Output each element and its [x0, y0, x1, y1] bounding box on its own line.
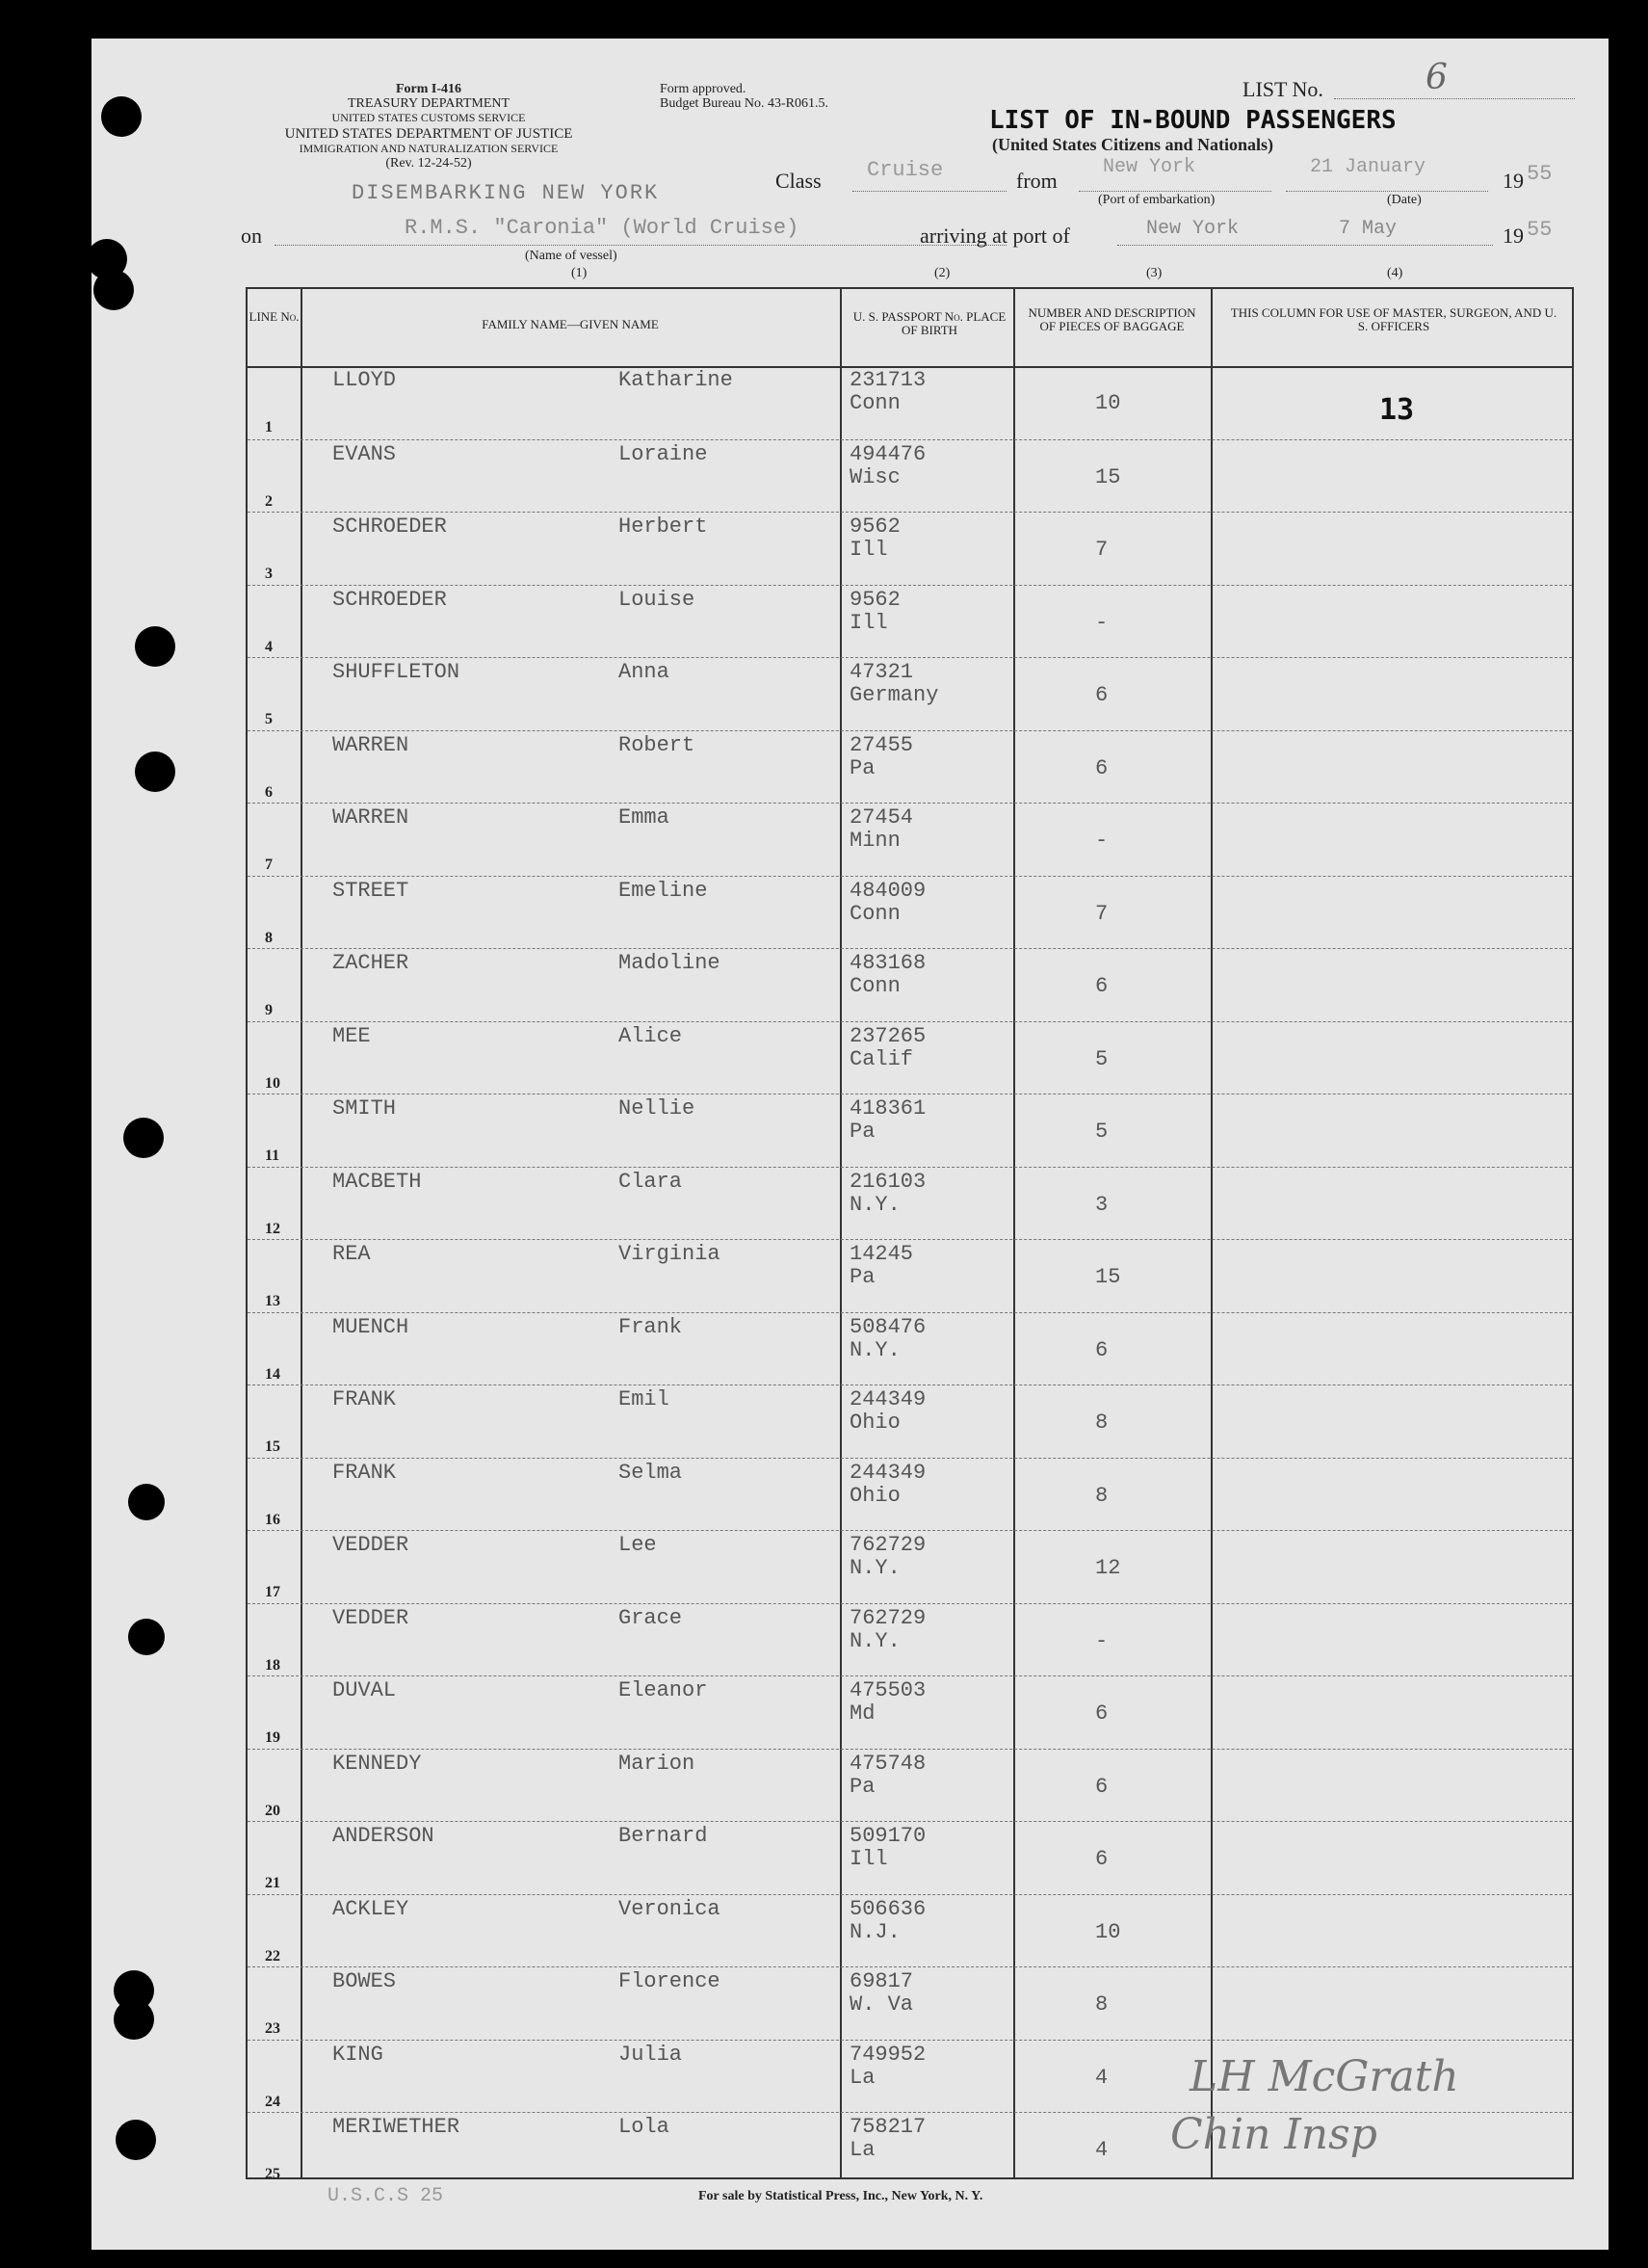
baggage-count: 4: [1095, 2138, 1109, 2162]
binder-hole: [123, 1118, 164, 1158]
line-number: 2: [265, 492, 273, 510]
given-name: Nellie: [618, 1096, 695, 1121]
vessel-name: R.M.S. "Caronia" (World Cruise): [405, 216, 799, 240]
date-caption: (Date): [1387, 193, 1422, 207]
line-number: 19: [265, 1729, 280, 1746]
place-of-birth: N.Y.: [850, 1556, 901, 1580]
baggage-count: 3: [1095, 1192, 1109, 1217]
line-number: 3: [265, 566, 273, 582]
family-name: MACBETH: [332, 1169, 422, 1194]
budget-block: [660, 82, 828, 111]
dept2: UNITED STATES DEPARTMENT OF JUSTICE: [284, 126, 573, 142]
family-name: WARREN: [332, 732, 409, 757]
given-name: Herbert: [618, 514, 708, 539]
passport-number: 27455: [850, 732, 914, 757]
family-name: MUENCH: [332, 1314, 409, 1339]
line-number: 13: [265, 1293, 280, 1309]
line-number: 15: [265, 1438, 280, 1455]
family-name: FRANK: [332, 1387, 397, 1411]
line-number: 20: [265, 1802, 280, 1819]
baggage-count: 6: [1095, 1847, 1109, 1871]
passport-number: 758217: [850, 2115, 927, 2139]
passport-number: 418361: [850, 1096, 927, 1121]
arrival-date: 7 May: [1339, 218, 1398, 240]
passenger-table: [246, 287, 1574, 2182]
family-name: KING: [332, 2042, 383, 2067]
dept1: TREASURY DEPARTMENT: [347, 96, 510, 111]
place-of-birth: Ohio: [850, 1411, 901, 1435]
place-of-birth: Conn: [850, 901, 901, 926]
place-of-birth: La: [850, 2065, 876, 2090]
vessel-caption: (Name of vessel): [525, 249, 617, 263]
binder-hole: [101, 96, 142, 137]
table-row: [248, 439, 1572, 514]
baggage-count: 5: [1095, 1046, 1109, 1071]
passport-number: 494476: [850, 441, 927, 466]
family-name: SMITH: [332, 1096, 397, 1121]
family-name: WARREN: [332, 805, 409, 830]
passport-number: 475748: [850, 1751, 927, 1776]
place-of-birth: N.Y.: [850, 1192, 901, 1217]
place-of-birth: N.J.: [850, 1919, 901, 1944]
line-number: 1: [265, 419, 273, 435]
place-of-birth: Ohio: [850, 1483, 901, 1508]
baggage-count: 10: [1095, 1919, 1121, 1944]
col4-caption: (4): [1387, 266, 1403, 280]
header-line-no: LINE No.: [249, 309, 300, 324]
stamp-13: 13: [1379, 393, 1415, 427]
table-row: [248, 657, 1572, 731]
passport-number: 237265: [850, 1023, 927, 1048]
given-name: Julia: [618, 2042, 683, 2067]
place-of-birth: Pa: [850, 755, 876, 780]
given-name: Loraine: [618, 441, 708, 466]
baggage-count: 6: [1095, 974, 1109, 998]
col3-caption: (3): [1146, 266, 1163, 280]
form-page: [92, 39, 1609, 2250]
form-header-left: [313, 82, 544, 125]
arrival-port: New York: [1146, 218, 1240, 240]
table-row: [248, 876, 1572, 950]
baggage-count: 6: [1095, 1701, 1109, 1726]
passport-number: 14245: [850, 1242, 914, 1266]
class-value: Cruise: [867, 158, 944, 182]
year2-prefix: 19: [1503, 224, 1524, 248]
family-name: EVANS: [332, 441, 397, 466]
table-row: [248, 1894, 1572, 1968]
table-row: [248, 1021, 1572, 1095]
list-title: LIST OF IN-BOUND PASSENGERS: [989, 106, 1397, 135]
given-name: Virginia: [618, 1242, 720, 1266]
passport-number: 484009: [850, 878, 927, 903]
given-name: Louise: [618, 587, 695, 612]
table-row: [248, 803, 1572, 877]
table-row: [248, 1094, 1572, 1168]
given-name: Alice: [618, 1023, 683, 1048]
table-row: [248, 948, 1572, 1022]
given-name: Grace: [618, 1605, 683, 1630]
passport-number: 9562: [850, 514, 901, 539]
passport-number: 475503: [850, 1678, 927, 1702]
family-name: MERIWETHER: [332, 2115, 460, 2139]
table-row: [248, 1385, 1572, 1459]
given-name: Bernard: [618, 1824, 708, 1848]
disembarking-stamp: DISEMBARKING NEW YORK: [352, 181, 660, 205]
from-line: [1079, 191, 1271, 192]
table-row: [248, 1239, 1572, 1313]
given-name: Frank: [618, 1314, 683, 1339]
family-name: ANDERSON: [332, 1824, 434, 1848]
baggage-count: 15: [1095, 464, 1121, 489]
baggage-count: 12: [1095, 1556, 1121, 1580]
header-officers: THIS COLUMN FOR USE OF MASTER, SURGEON, AND U. S. OFFICERS: [1230, 305, 1557, 333]
given-name: Anna: [618, 660, 669, 684]
given-name: Madoline: [618, 951, 720, 975]
date-value: 21 January: [1310, 156, 1426, 178]
line-number: 5: [265, 711, 273, 727]
line-number: 22: [265, 1947, 280, 1965]
place-of-birth: Pa: [850, 1120, 876, 1144]
place-of-birth: Pa: [850, 1774, 876, 1799]
baggage-count: 10: [1095, 391, 1121, 415]
baggage-count: -: [1095, 610, 1109, 635]
table-row: [248, 1821, 1572, 1895]
family-name: ZACHER: [332, 951, 409, 975]
family-name: SCHROEDER: [332, 587, 447, 612]
binder-hole: [128, 1484, 165, 1520]
line-number: 11: [265, 1147, 280, 1164]
signature-mcgrath: LH McGrath: [1190, 2052, 1459, 2101]
place-of-birth: Conn: [850, 974, 901, 998]
from-label: from: [1016, 169, 1058, 193]
baggage-count: 8: [1095, 1992, 1109, 2017]
table-row: [248, 1675, 1572, 1750]
baggage-count: 8: [1095, 1483, 1109, 1508]
signature-insp: Chin Insp: [1170, 2110, 1377, 2159]
col2-caption: (2): [934, 266, 951, 280]
table-row: [248, 1749, 1572, 1823]
baggage-count: 7: [1095, 901, 1109, 926]
given-name: Selma: [618, 1460, 683, 1485]
table-row: [248, 366, 1572, 439]
place-of-birth: N.Y.: [850, 1628, 901, 1653]
family-name: STREET: [332, 878, 409, 903]
list-subtitle: (United States Citizens and Nationals): [992, 135, 1274, 154]
line-number: 24: [265, 2093, 280, 2110]
table-row: [248, 1458, 1572, 1532]
given-name: Clara: [618, 1169, 683, 1194]
baggage-count: 6: [1095, 1337, 1109, 1362]
place-of-birth: Md: [850, 1701, 876, 1726]
passport-number: 508476: [850, 1314, 927, 1339]
family-name: KENNEDY: [332, 1751, 422, 1776]
line-number: 21: [265, 1875, 280, 1891]
family-name: BOWES: [332, 1969, 397, 1993]
line-number: 18: [265, 1656, 280, 1674]
given-name: Emma: [618, 805, 669, 830]
on-label: on: [241, 224, 262, 248]
footer-uscs: U.S.C.S 25: [327, 2185, 444, 2207]
baggage-count: 15: [1095, 1265, 1121, 1289]
line-number: 23: [265, 2020, 280, 2037]
family-name: REA: [332, 1242, 371, 1266]
passport-number: 27454: [850, 805, 914, 830]
place-of-birth: Conn: [850, 391, 901, 415]
given-name: Robert: [618, 732, 695, 757]
header-passport: U. S. PASSPORT No. PLACE OF BIRTH: [852, 309, 1007, 337]
header-name: FAMILY NAME—GIVEN NAME: [482, 317, 659, 331]
binder-hole: [114, 1999, 154, 2040]
passport-number: 244349: [850, 1460, 927, 1485]
passport-number: 9562: [850, 587, 901, 612]
dept2-sub: IMMIGRATION AND NATURALIZATION SERVICE: [299, 142, 559, 155]
arrival-line: [1117, 245, 1493, 246]
table-row: [248, 1312, 1572, 1386]
family-name: LLOYD: [332, 368, 397, 392]
passport-number: 509170: [850, 1824, 927, 1848]
place-of-birth: La: [850, 2138, 876, 2162]
family-name: VEDDER: [332, 1605, 409, 1630]
place-of-birth: Ill: [850, 1847, 888, 1871]
baggage-count: 4: [1095, 2065, 1109, 2090]
family-name: SHUFFLETON: [332, 660, 460, 684]
place-of-birth: Wisc: [850, 464, 901, 489]
line-number: 6: [265, 783, 273, 801]
family-name: VEDDER: [332, 1533, 409, 1557]
binder-hole: [135, 752, 175, 792]
baggage-count: -: [1095, 829, 1109, 853]
line-number: 16: [265, 1511, 280, 1528]
given-name: Lee: [618, 1533, 657, 1557]
list-no-value: 6: [1426, 58, 1448, 97]
passport-number: 231713: [850, 368, 927, 392]
dept1-sub: UNITED STATES CUSTOMS SERVICE: [331, 111, 526, 124]
line-number: 8: [265, 929, 273, 946]
family-name: DUVAL: [332, 1678, 397, 1702]
passport-number: 506636: [850, 1896, 927, 1921]
col1-caption: (1): [571, 266, 588, 280]
given-name: Veronica: [618, 1896, 720, 1921]
line-number: 17: [265, 1584, 280, 1600]
passport-number: 749952: [850, 2042, 927, 2067]
given-name: Florence: [618, 1969, 720, 1993]
baggage-count: 5: [1095, 1120, 1109, 1144]
given-name: Emil: [618, 1387, 669, 1411]
passport-number: 47321: [850, 660, 914, 684]
given-name: Katharine: [618, 368, 733, 392]
family-name: SCHROEDER: [332, 514, 447, 539]
baggage-count: 6: [1095, 1774, 1109, 1799]
given-name: Eleanor: [618, 1678, 708, 1702]
baggage-count: 8: [1095, 1411, 1109, 1435]
place-of-birth: Ill: [850, 610, 888, 635]
class-line: [852, 191, 1007, 192]
table-row: [248, 512, 1572, 586]
table-row: [248, 585, 1572, 659]
baggage-count: -: [1095, 1628, 1109, 1653]
form-approved: Form approved.: [660, 82, 746, 96]
place-of-birth: Minn: [850, 829, 901, 853]
line-number: 9: [265, 1002, 273, 1018]
port-embark-caption: (Port of embarkation): [1098, 193, 1216, 207]
binder-hole: [116, 2120, 156, 2160]
given-name: Lola: [618, 2115, 669, 2139]
place-of-birth: N.Y.: [850, 1337, 901, 1362]
given-name: Emeline: [618, 878, 708, 903]
passport-number: 244349: [850, 1387, 927, 1411]
line-number: 25: [265, 2166, 280, 2182]
table-row: [248, 1530, 1572, 1604]
class-label: Class: [775, 169, 822, 193]
budget-bureau: Budget Bureau No. 43-R061.5.: [660, 96, 828, 111]
line-number: 7: [265, 857, 273, 873]
form-header-left2: [255, 127, 602, 171]
year1-prefix: 19: [1503, 169, 1524, 193]
passport-number: 762729: [850, 1533, 927, 1557]
given-name: Marion: [618, 1751, 695, 1776]
line-number: 4: [265, 638, 273, 655]
place-of-birth: Calif: [850, 1046, 914, 1071]
passport-number: 483168: [850, 951, 927, 975]
list-no-label: LIST No.: [1243, 77, 1323, 101]
form-number: Form I-416: [395, 82, 462, 96]
binder-hole: [128, 1619, 165, 1655]
place-of-birth: Ill: [850, 538, 888, 562]
place-of-birth: Germany: [850, 683, 939, 707]
table-row: [248, 1603, 1572, 1677]
place-of-birth: Pa: [850, 1265, 876, 1289]
binder-hole: [93, 270, 134, 310]
line-number: 12: [265, 1220, 280, 1237]
from-value: New York: [1103, 156, 1196, 178]
passport-number: 216103: [850, 1169, 927, 1194]
footer-press: For sale by Statistical Press, Inc., New York, N. Y.: [698, 2189, 983, 2203]
family-name: ACKLEY: [332, 1896, 409, 1921]
place-of-birth: W. Va: [850, 1992, 914, 2017]
family-name: MEE: [332, 1023, 371, 1048]
baggage-count: 6: [1095, 683, 1109, 707]
header-baggage: NUMBER AND DESCRIPTION OF PIECES OF BAGGAGE: [1028, 305, 1196, 333]
date-line: [1286, 191, 1488, 192]
table-row: [248, 730, 1572, 804]
table-row: [248, 1966, 1572, 2041]
table-row: [248, 1167, 1572, 1241]
line-number: 14: [265, 1365, 280, 1383]
revision: (Rev. 12-24-52): [385, 156, 472, 171]
year1-value: 55: [1527, 162, 1553, 186]
arriving-label: arriving at port of: [920, 224, 1070, 248]
baggage-count: 7: [1095, 538, 1109, 562]
list-no-line: [1334, 98, 1575, 99]
family-name: FRANK: [332, 1460, 397, 1485]
binder-hole: [135, 626, 175, 667]
line-number: 10: [265, 1074, 280, 1092]
baggage-count: 6: [1095, 755, 1109, 780]
passport-number: 762729: [850, 1605, 927, 1630]
vessel-line: [275, 245, 1007, 246]
year2-value: 55: [1527, 218, 1553, 242]
passport-number: 69817: [850, 1969, 914, 1993]
